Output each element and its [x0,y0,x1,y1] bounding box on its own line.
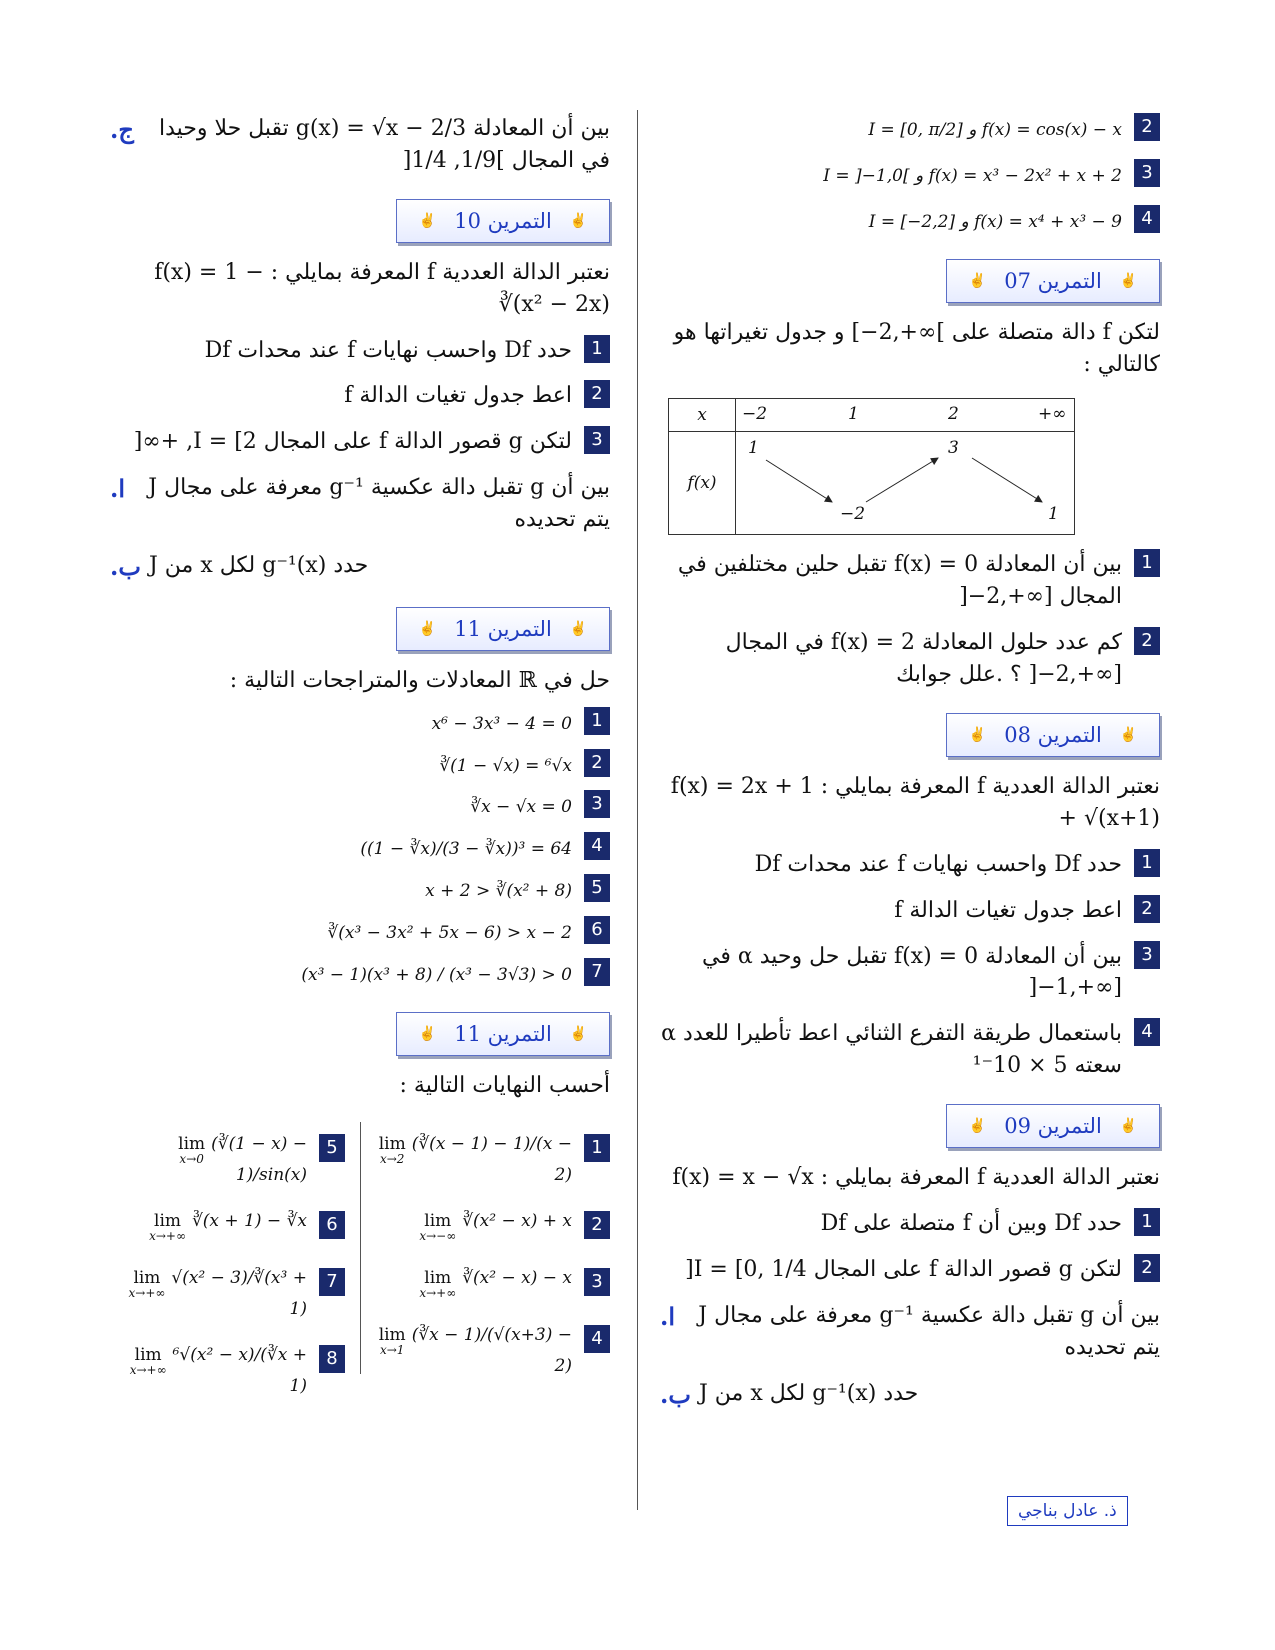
list-item [110,958,610,990]
item-number: 1 [584,707,610,735]
math-expression: ∛(x + 1) − ∛x [191,1210,307,1231]
math-expression: x + 2 > ∛(x² + 8) [425,881,572,902]
item-number: 2 [584,749,610,777]
item-number: 8 [319,1345,345,1373]
lim-operator: lim x→+∞ [419,1267,457,1300]
math-expression: ∛(x³ − 3x² + 5x − 6) > x − 2 [327,923,572,944]
list-item [110,707,610,739]
math-expression: ∛(x² − x) + x [462,1210,572,1231]
item-text: كم عدد حلول المعادلة f(x) = 2 في المجال [∞+,2−[ ؟ .علل جوابك [725,630,1122,688]
lim-operator: lim x→−∞ [419,1210,457,1243]
list-item [110,916,610,948]
lim-operator: lim x→0 [178,1133,206,1166]
exercise-intro: لتكن f دالة متصلة على ]∞+,2−] و جدول تغيراتها هو كالتالي : [673,319,1160,377]
sub-label: ب. [110,552,141,582]
dove-icon: ✌ [418,620,437,637]
item-text: حدد Df وبين أن f متصلة على Df [820,1211,1122,1237]
list-item [110,1134,345,1185]
lim-operator: lim x→+∞ [149,1210,186,1243]
dove-icon: ✌ [569,1025,588,1042]
item-number: 7 [319,1268,345,1296]
limits-right-column [375,1116,610,1396]
math-expression: (∛(1 − x) − 1)/sin(x) [211,1133,307,1185]
exercise-title-text: التمرين 11 [454,1021,552,1046]
exercise-title-text: التمرين 11 [454,616,552,641]
list-item [660,895,1160,927]
math-expression: I = [0, π/2] و f(x) = cos(x) − x [868,120,1122,140]
math-expression: ∛(1 − √x) = ⁶√x [439,755,572,776]
sub-text: حدد g⁻¹(x) لكل x من J [698,1380,919,1406]
item-number: 2 [1134,113,1160,141]
item-text: باستعمال طريقة التفرع الثنائي اعط تأطيرا للعدد α سعته 5 × 10⁻¹ [661,1021,1122,1079]
sub-text: بين أن g تقبل دالة عكسية g⁻¹ معرفة على مجال J يتم تحديده [148,475,610,533]
item-number: 1 [1134,849,1160,877]
table-fx-label: f(x) [669,432,736,535]
table-f-value: 1 [1048,504,1059,525]
math-expression: I = [−2,2] و f(x) = x⁴ + x³ − 9 [868,211,1122,232]
item-number: 1 [584,335,610,363]
exercise-intro: أحسب النهايات التالية : [399,1072,610,1098]
item-number: 3 [1134,159,1160,187]
item-number: 2 [584,1211,610,1239]
exercise-title-text: التمرين 09 [1004,1114,1102,1139]
item-text: اعط جدول تغيات الدالة f [894,897,1122,923]
list-item [660,849,1160,881]
dove-icon: ✌ [569,620,588,637]
list-item [660,1254,1160,1286]
item-text: حدد Df واحسب نهايات f عند محدات Df [204,337,572,363]
exercise-title-08 [946,713,1160,757]
sub-text: بين أن المعادلة g(x) = √x − 2/3 تقبل حلا وحيدا في المجال ]1/9, 1/4[ [158,116,610,173]
exercise-title-07 [946,259,1160,303]
exercise-title-10 [396,199,610,243]
exercise-title-11-limits [396,1012,610,1056]
sub-label: ا. [110,474,126,504]
list-item [660,159,1160,191]
variation-arrows [736,432,1072,532]
item-number: 1 [1134,1208,1160,1236]
table-x-value: +∞ [1038,404,1067,425]
table-x-value: 1 [848,404,859,425]
item-text: حدد Df واحسب نهايات f عند محدات Df [754,851,1122,877]
sub-item [660,1378,1160,1413]
list-item [110,1211,345,1242]
list-item [660,941,1160,1005]
dove-icon: ✌ [1119,1118,1138,1135]
arrow-up [866,458,938,502]
dove-icon: ✌ [569,212,588,229]
exercise-title-text: التمرين 10 [454,208,552,233]
sub-item [110,113,610,177]
sub-text: بين أن g تقبل دالة عكسية g⁻¹ معرفة على مجال J يتم تحديده [698,1302,1160,1360]
math-expression: √(x² − 3)/∛(x³ + 1) [171,1267,307,1319]
list-item [375,1211,610,1242]
item-number: 4 [584,832,610,860]
item-number: 2 [1134,895,1160,923]
list-item [660,113,1160,145]
table-x-value: 2 [948,404,959,425]
item-number: 3 [584,1268,610,1296]
list-item [375,1134,610,1185]
math-expression: (∛(x − 1) − 1)/(x − 2) [411,1133,572,1185]
math-expression: ∛(x² − x) − x [462,1267,572,1288]
exercise-intro: نعتبر الدالة العددية f المعرفة بمايلي : f(x) = 2x + 1 + √(x+1) [670,774,1160,831]
dove-icon: ✌ [968,272,987,289]
math-expression: (x³ − 1)(x³ + 8) / (x³ − 3√3) > 0 [301,965,572,986]
list-item [110,1268,345,1319]
item-text: اعط جدول تغيات الدالة f [344,383,572,409]
list-item [660,1208,1160,1240]
item-number: 6 [584,916,610,944]
item-number: 1 [1134,549,1160,577]
column-divider [637,110,638,1510]
item-number: 5 [319,1134,345,1162]
item-number: 1 [584,1134,610,1162]
exercise-title-09 [946,1104,1160,1148]
exercise-title-text: التمرين 07 [1004,268,1102,293]
dove-icon: ✌ [418,212,437,229]
lim-operator: lim x→2 [378,1133,406,1166]
exercise-title-11 [396,607,610,651]
list-item [660,549,1160,613]
item-text: بين أن المعادلة f(x) = 0 تقبل حلين مختلفين في المجال [∞+,2−[ [677,552,1122,610]
sub-label: ب. [660,1379,691,1409]
list-item [660,1018,1160,1082]
equations-list [110,707,610,990]
list-item [110,749,610,781]
exercise-title-text: التمرين 08 [1004,723,1102,748]
arrow-down [972,458,1042,502]
item-number: 2 [584,380,610,408]
dove-icon: ✌ [1119,727,1138,744]
table-f-value: 3 [948,438,959,459]
lim-operator: lim x→+∞ [128,1267,166,1300]
item-number: 5 [584,874,610,902]
item-number: 2 [1134,627,1160,655]
limits-left-column [110,1116,345,1396]
dove-icon: ✌ [1119,272,1138,289]
item-number: 3 [1134,941,1160,969]
author-signature: ذ. عادل بناجي [1007,1496,1128,1526]
sub-item [660,1300,1160,1364]
table-f-value: 1 [748,438,759,459]
left-column [110,105,610,1396]
sub-item [110,550,610,585]
exercise-intro: نعتبر الدالة العددية f المعرفة بمايلي : f(x) = x − √x [672,1165,1160,1191]
sub-item [110,472,610,536]
limits-grid [110,1116,610,1396]
item-number: 4 [584,1325,610,1353]
list-item [110,426,610,458]
lim-operator: lim x→1 [378,1324,406,1357]
list-item [660,205,1160,237]
math-expression: ⁶√(x² − x)/(∛x + 1) [172,1344,307,1396]
math-expression: ∛x − √x = 0 [470,797,572,818]
math-expression: ((1 − ∛x)/(3 − ∛x))³ = 64 [360,839,572,860]
item-number: 4 [1134,205,1160,233]
sub-text: حدد g⁻¹(x) لكل x من J [148,553,369,579]
sub-label: ا. [660,1301,676,1331]
lim-operator: lim x→+∞ [129,1344,167,1377]
exercise-intro: نعتبر الدالة العددية f المعرفة بمايلي : f(x) = 1 − ∛(x² − 2x) [154,259,610,317]
item-number: 3 [584,426,610,454]
list-item [110,874,610,906]
dove-icon: ✌ [968,1118,987,1135]
item-number: 4 [1134,1018,1160,1046]
list-item [375,1268,610,1299]
table-x-label: x [669,399,736,432]
list-item [110,790,610,822]
table-f-value: −2 [840,504,866,525]
math-expression: (∛x − 1)/(√(x+3) − 2) [411,1324,572,1376]
list-item [110,1345,345,1396]
list-item [110,335,610,367]
item-text: لتكن g قصور الدالة f على المجال I = [2, +∞[ [133,429,572,455]
item-number: 7 [584,958,610,986]
list-item [110,380,610,412]
list-item [110,832,610,864]
item-number: 2 [1134,1254,1160,1282]
dove-icon: ✌ [418,1025,437,1042]
arrow-down [766,460,832,502]
dove-icon: ✌ [968,727,987,744]
item-text: بين أن المعادلة f(x) = 0 تقبل حل وحيد α في [∞+,1−[ [702,943,1122,1001]
math-expression: I = ]−1,0[ و f(x) = x³ − 2x² + x + 2 [823,165,1122,186]
list-item [660,627,1160,691]
sub-label: ج. [110,115,134,144]
math-expression: x⁶ − 3x³ − 4 = 0 [431,713,572,734]
item-number: 3 [584,790,610,818]
item-text: لتكن g قصور الدالة f على المجال I = [0, 1/4[ [685,1256,1122,1282]
list-item [375,1325,610,1376]
right-column [660,105,1160,1412]
exercise-intro: حل في ℝ المعادلات والمتراجحات التالية : [229,667,610,693]
variation-table [668,398,1075,535]
item-number: 6 [319,1211,345,1239]
table-x-value: −2 [742,404,768,425]
